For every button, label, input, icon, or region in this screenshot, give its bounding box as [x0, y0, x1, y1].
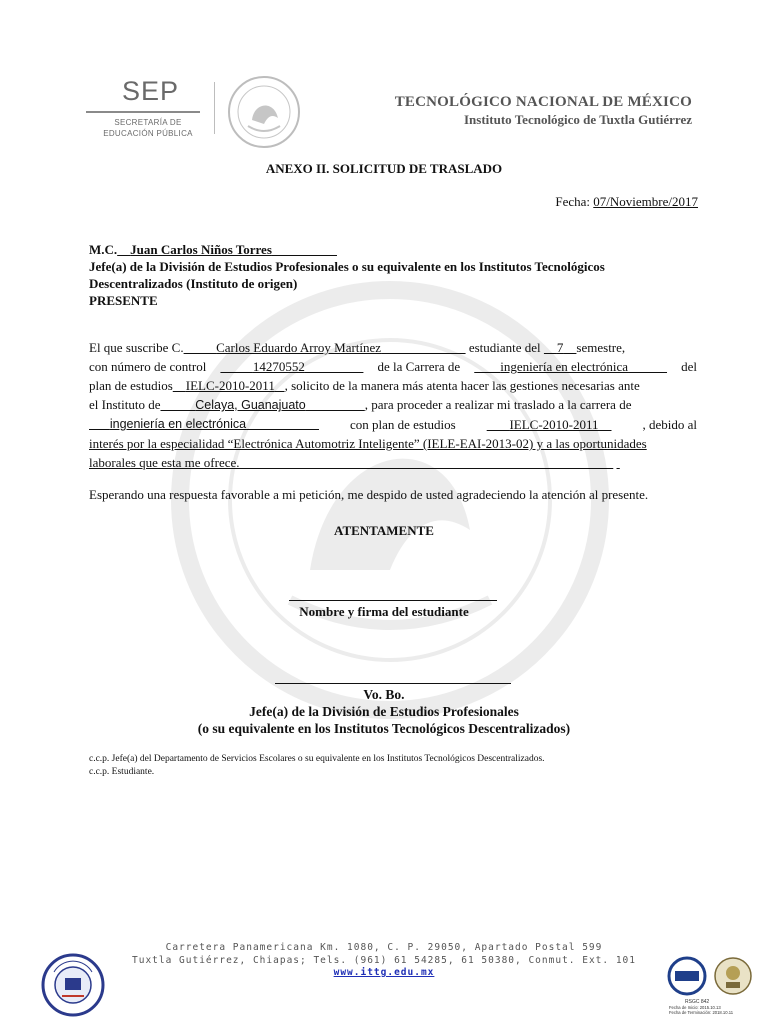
body-line-3: plan de estudios IELC-2010-2011 , solicito de la manera más atenta hacer las gestiones necesarias ante [89, 378, 640, 393]
campus-name: Instituto Tecnológico de Tuxtla Gutiérrez [464, 112, 692, 127]
date-line: Fecha: 07/Noviembre/2017 [555, 194, 698, 209]
student-signature-label: Nombre y firma del estudiante [299, 604, 469, 619]
sep-logo [86, 76, 206, 146]
sep-rule [86, 111, 200, 113]
addressee-name-line: M.C. Juan Carlos Niños Torres__________ [89, 242, 337, 257]
certification-badges [667, 956, 755, 1020]
atentamente-label: ATENTAMENTE [334, 523, 434, 538]
request-body [89, 338, 697, 472]
presente-label: PRESENTE [89, 293, 158, 308]
document-title: ANEXO II. SOLICITUD DE TRASLADO [265, 161, 503, 176]
career-destination-field: ingeniería en electrónica [109, 417, 247, 431]
cert-details: RSGC 842 Fecha de Inicio: 2015.10.13 Fecha de Terminación: 2018.10.11 [669, 999, 734, 1015]
body-line-1: El que suscribe C. Carlos Eduardo Arroy Martínez estudiante del 7 semestre, [89, 340, 626, 355]
institution-name: TECNOLÓGICO NACIONAL DE MÉXICO [394, 94, 692, 110]
destination-institute-field: Celaya, Guanajuato [195, 398, 306, 412]
addressee-title: Jefe(a) de la División de Estudios Profesionales o su equivalente en los Institutos Tecnológicos [89, 259, 605, 274]
reason-field-2: laborales que esta me ofrece. [89, 455, 240, 470]
addressee-block [89, 241, 697, 309]
body-line-5: ingeniería en electrónica con plan de estudios IELC-2010-2011 , debido al [89, 415, 697, 434]
body-line-4: el Instituto de Celaya, Guanajuato , para proceder a realizar mi traslado a la carrera de [89, 397, 632, 412]
career-origin-field: ingeniería en electrónica [500, 359, 629, 374]
plan-destination-field: IELC-2010-2011 [509, 417, 599, 432]
cnet-cert-icon [667, 956, 755, 1000]
control-number-field: 14270552 [252, 359, 305, 374]
date-value: 07/Noviembre/2017 [593, 194, 698, 209]
addressee-institute: Descentralizados (Instituto de origen) [89, 276, 298, 291]
student-signature-line [289, 600, 497, 601]
footer-address: Carretera Panamericana Km. 1080, C. P. 29050, Apartado Postal 599 Tuxtla Gutiérrez, Chiapas; Tels. (961) 61 54285, 61 50380, Conmut. Ext. 101 www.ittg.edu.mx [132, 942, 636, 978]
reason-field-1: interés por la especialidad “Electrónica Automotriz Inteligente” (IELE-EAI-2013-02) y a las oportunidades [89, 436, 647, 451]
closing-paragraph: Esperando una respuesta favorable a mi petición, me despido de usted agradeciendo la atención al presente. [89, 487, 649, 502]
website-link[interactable]: www.ittg.edu.mx [333, 967, 435, 978]
sep-subtitle: SECRETARÍA DE EDUCACIÓN PÚBLICA [103, 118, 193, 138]
sep-acronym: SEP [122, 76, 180, 106]
logo-divider [214, 82, 215, 134]
vobo-block: Vo. Bo. Jefe(a) de la División de Estudios Profesionales (o su equivalente en los Institutos Tecnológicos Descentralizados) [197, 687, 571, 736]
plan-origin-field: IELC-2010-2011 [185, 378, 275, 393]
ccp-block: c.c.p. Jefe(a) del Departamento de Servicios Escolares o su equivalente en los Institutos Tecnológicos Descentralizados. c.c.p. Estudiante. [89, 754, 545, 777]
mexico-seal-icon [226, 74, 302, 150]
institution-header [395, 94, 692, 128]
semester-field: 7 [556, 340, 564, 355]
body-line-2: con número de control 14270552 de la Carrera de ingeniería en electrónica del [89, 359, 697, 374]
addressee-name: Juan Carlos Niños Torres__________ [130, 242, 337, 257]
student-name-field: Carlos Eduardo Arroy Martínez [216, 340, 382, 355]
vobo-signature-line [275, 683, 511, 684]
